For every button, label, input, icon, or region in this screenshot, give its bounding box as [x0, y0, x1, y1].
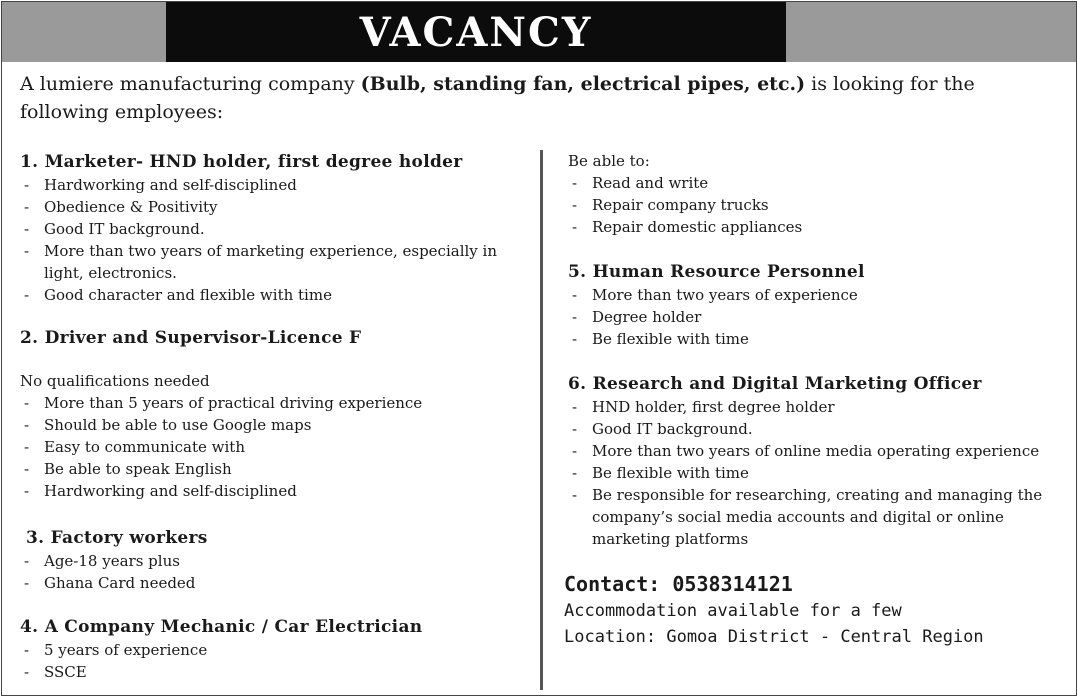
section-mechanic-continued	[568, 150, 1068, 238]
list-item: - Ghana Card needed	[20, 572, 535, 594]
section-hr	[568, 260, 1068, 350]
section-title: 2. Driver and Supervisor-Licence F	[20, 328, 362, 348]
section-driver	[20, 326, 535, 502]
requirement-list	[568, 396, 1068, 550]
list-item: - Repair company trucks	[568, 194, 1068, 216]
page-title: VACANCY	[359, 8, 593, 56]
list-item: - 5 years of experience	[20, 639, 535, 661]
list-item: - Be able to speak English	[20, 458, 535, 480]
location-note: Location: Gomoa District - Central Region	[564, 627, 984, 647]
banner-left-block	[2, 2, 166, 62]
section-mechanic	[20, 615, 535, 683]
intro-text-end: is looking for the following employees:	[20, 73, 975, 123]
section-note: No qualifications needed	[20, 372, 210, 390]
intro-paragraph	[20, 70, 1060, 126]
requirement-list	[20, 550, 535, 594]
list-item: - Be flexible with time	[568, 328, 1068, 350]
list-item: - Obedience & Positivity	[20, 196, 535, 218]
list-item: - More than two years of marketing experience, especially in light, electronics.	[20, 240, 535, 284]
list-item: - Be responsible for researching, creating and managing the company’s social media accounts and digital or online marketing platforms	[568, 484, 1068, 550]
right-column	[564, 150, 1068, 650]
column-divider	[540, 150, 543, 690]
list-item: - Hardworking and self-disciplined	[20, 480, 535, 502]
list-item: - Read and write	[568, 172, 1068, 194]
banner-right-block	[786, 2, 1076, 62]
section-title: 1. Marketer- HND holder, first degree holder	[20, 152, 463, 172]
list-item: - Good IT background.	[568, 418, 1068, 440]
list-item: - Be flexible with time	[568, 462, 1068, 484]
accommodation-note: Accommodation available for a few	[564, 601, 902, 621]
list-item: - More than 5 years of practical driving experience	[20, 392, 535, 414]
section-title: 3. Factory workers	[26, 528, 208, 548]
section-title: 4. A Company Mechanic / Car Electrician	[20, 617, 423, 637]
requirement-list	[568, 172, 1068, 238]
list-item: - Good character and flexible with time	[20, 284, 535, 306]
requirement-list	[20, 392, 535, 502]
banner-title-band	[166, 2, 786, 62]
list-item: - Hardworking and self-disciplined	[20, 174, 535, 196]
list-item: - Good IT background.	[20, 218, 535, 240]
list-item: - SSCE	[20, 661, 535, 683]
requirement-list	[20, 174, 535, 306]
section-note: Be able to:	[568, 152, 650, 170]
header-banner	[2, 2, 1076, 62]
section-research	[568, 372, 1068, 550]
list-item: - Age-18 years plus	[20, 550, 535, 572]
contact-block	[564, 570, 1068, 650]
list-item: - Easy to communicate with	[20, 436, 535, 458]
list-item: - Should be able to use Google maps	[20, 414, 535, 436]
list-item: - More than two years of experience	[568, 284, 1068, 306]
intro-text-start: A lumiere manufacturing company	[20, 73, 361, 95]
list-item: - Repair domestic appliances	[568, 216, 1068, 238]
intro-products: (Bulb, standing fan, electrical pipes, etc.)	[360, 73, 806, 95]
list-item: - HND holder, first degree holder	[568, 396, 1068, 418]
section-title: 5. Human Resource Personnel	[568, 262, 865, 282]
list-item: - More than two years of online media operating experience	[568, 440, 1068, 462]
list-item: - Degree holder	[568, 306, 1068, 328]
requirement-list	[568, 284, 1068, 350]
section-title: 6. Research and Digital Marketing Officer	[568, 374, 982, 394]
contact-phone: Contact: 0538314121	[564, 572, 793, 596]
section-factory	[20, 526, 535, 594]
section-marketer	[20, 150, 535, 306]
requirement-list	[20, 639, 535, 683]
left-column	[20, 150, 535, 683]
